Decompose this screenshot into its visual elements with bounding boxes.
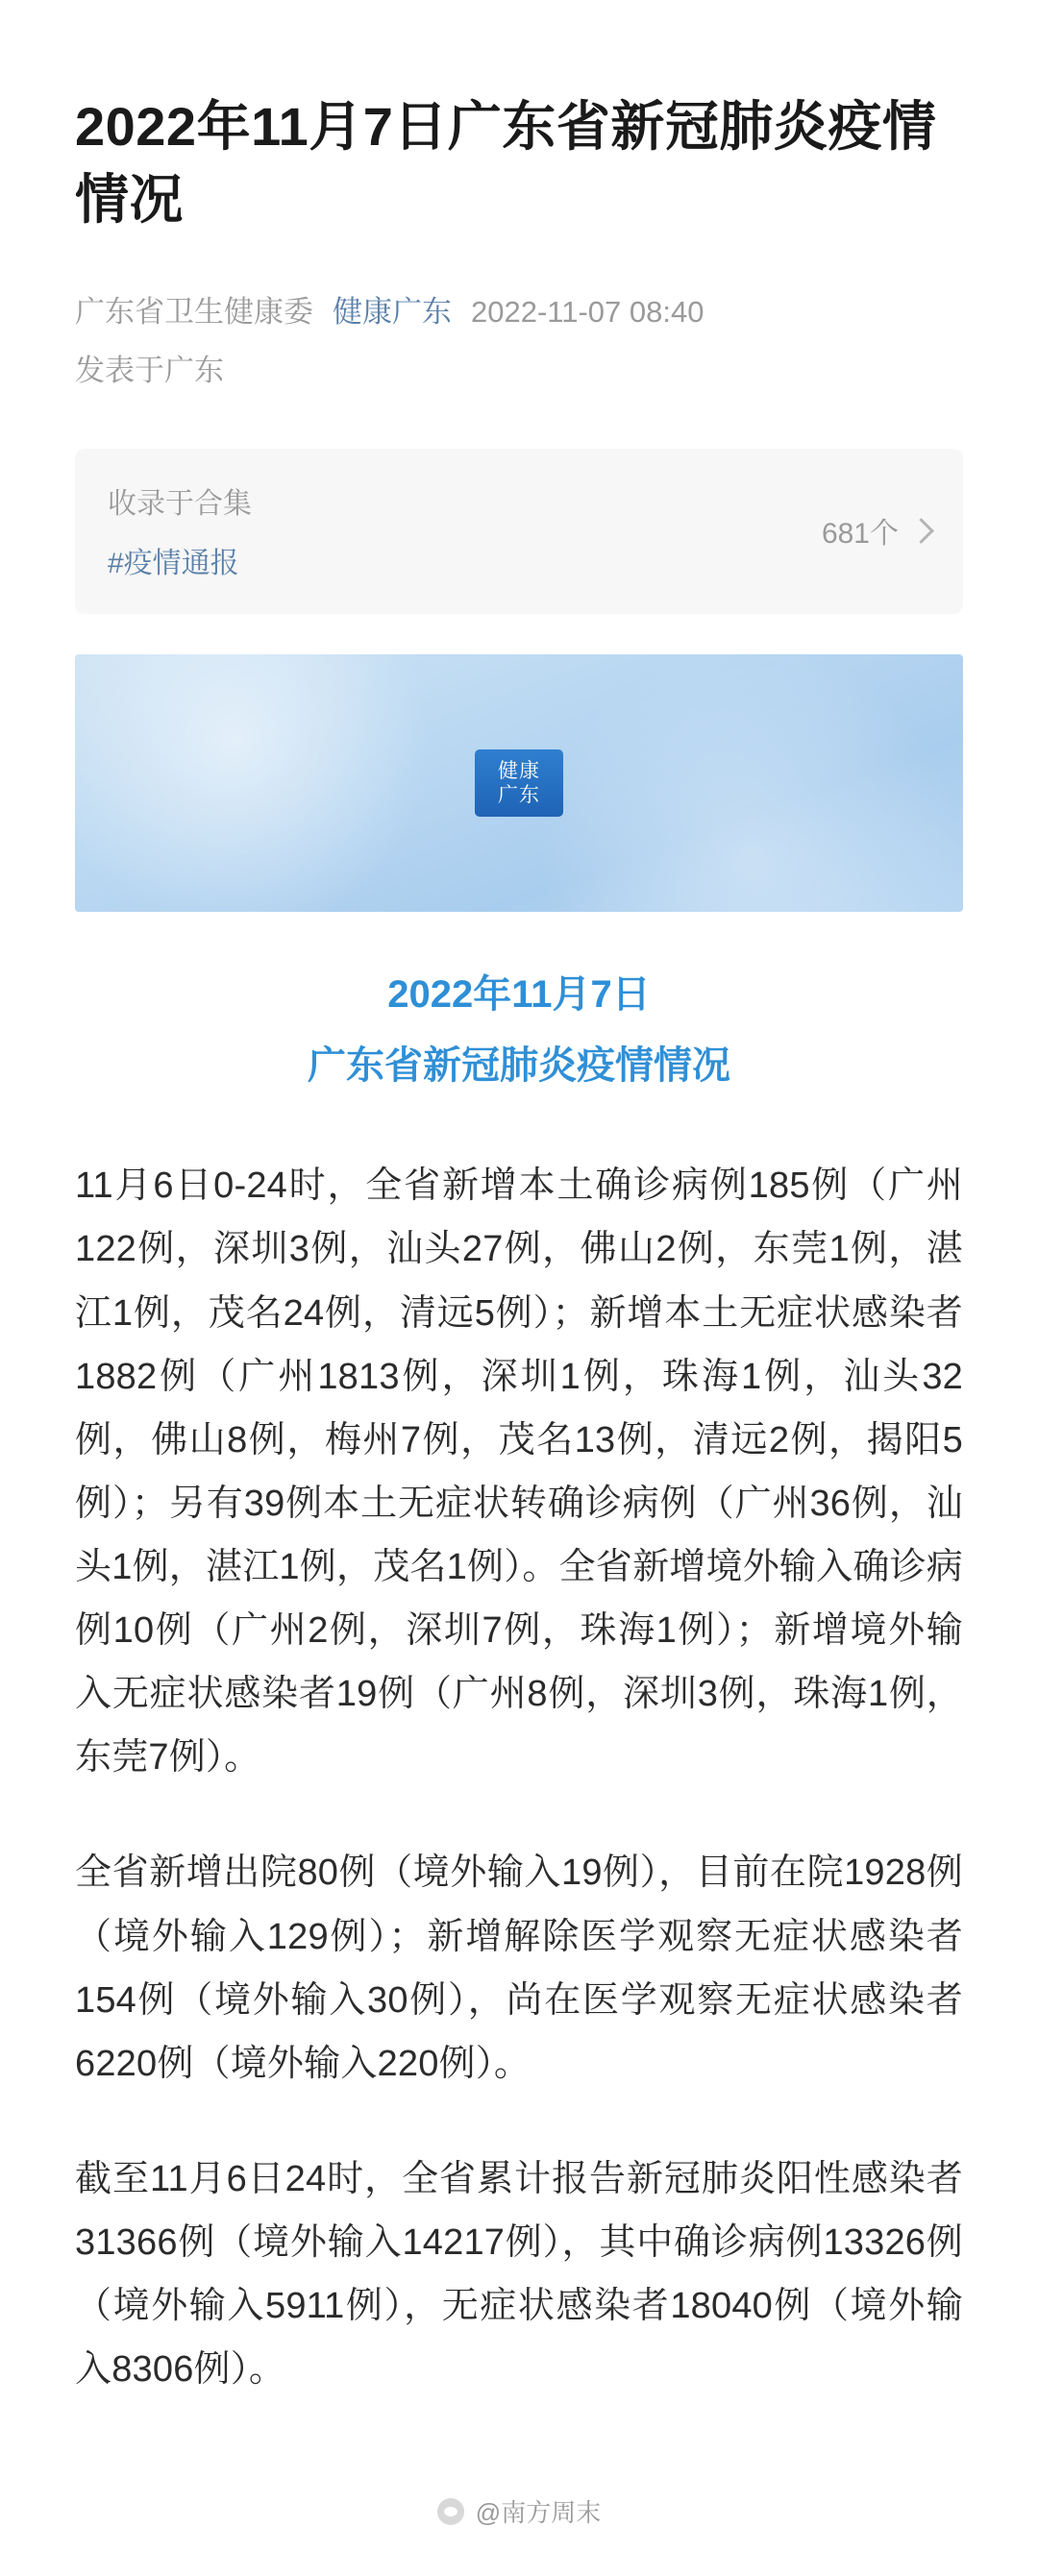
collection-count-area[interactable] (822, 509, 930, 552)
body-paragraph: 截至11月6日24时，全省累计报告新冠肺炎阳性感染者31366例（境外输入14217例），其中确诊病例13326例（境外输入5911例），无症状感染者18040例（境外输入8306例）。 (75, 2158, 963, 2391)
chevron-right-icon (908, 518, 934, 544)
headline-subtitle: 广东省新冠肺炎疫情情况 (308, 1044, 730, 1088)
meta-account-link[interactable]: 健康广东 (333, 294, 452, 329)
collection-info (108, 479, 252, 581)
weibo-icon (437, 2498, 464, 2525)
meta-datetime: 2022-11-07 08:40 (471, 294, 704, 329)
article-banner-image (75, 654, 963, 912)
headline-date: 2022年11月7日 (387, 973, 651, 1017)
article-page (0, 37, 1038, 2576)
body-paragraph: 全省新增出院80例（境外输入19例），目前在院1928例（境外输入129例）；新增解除医学观察无症状感染者154例（境外输入30例），尚在医学观察无症状感染者6220例（境外输入220例）。 (75, 1852, 963, 2084)
article-body (75, 1154, 963, 2401)
page-title: 2022年11月7日广东省新冠肺炎疫情情况 (75, 95, 937, 230)
collection-label: 收录于合集 (108, 488, 252, 521)
footer-watermark (75, 2493, 963, 2567)
meta-location: 发表于广东 (75, 354, 224, 388)
collection-card[interactable] (75, 449, 963, 614)
body-paragraph: 11月6日0-24时，全省新增本土确诊病例185例（广州122例，深圳3例，汕头27例，佛山2例，东莞1例，湛江1例，茂名24例，清远5例）；新增本土无症状感染者1882例（广州1813例，深圳1例，珠海1例，汕头32例，佛山8例，梅州7例，茂名13例，清远2例，揭阳5例）；另有39例本土无症状转确诊病例（广州36例，汕头1例，湛江1例，茂名1例）。全省新增境外输入确诊病例10例（广州2例，深圳7例，珠海1例）；新增境外输入无症状感染者19例（广州8例，深圳3例，珠海1例，东莞7例）。 (75, 1165, 963, 1779)
collection-tag-link[interactable]: #疫情通报 (108, 548, 239, 580)
meta-publisher: 广东省卫生健康委 (75, 294, 313, 329)
logo-line-2: 广东 (498, 784, 540, 807)
logo-line-1: 健康 (498, 760, 540, 783)
collection-count: 681个 (821, 518, 899, 551)
watermark-text: @南方周末 (475, 2498, 602, 2528)
health-guangdong-logo-icon (475, 749, 563, 817)
headline-block (75, 966, 963, 1094)
article-meta (75, 290, 963, 335)
